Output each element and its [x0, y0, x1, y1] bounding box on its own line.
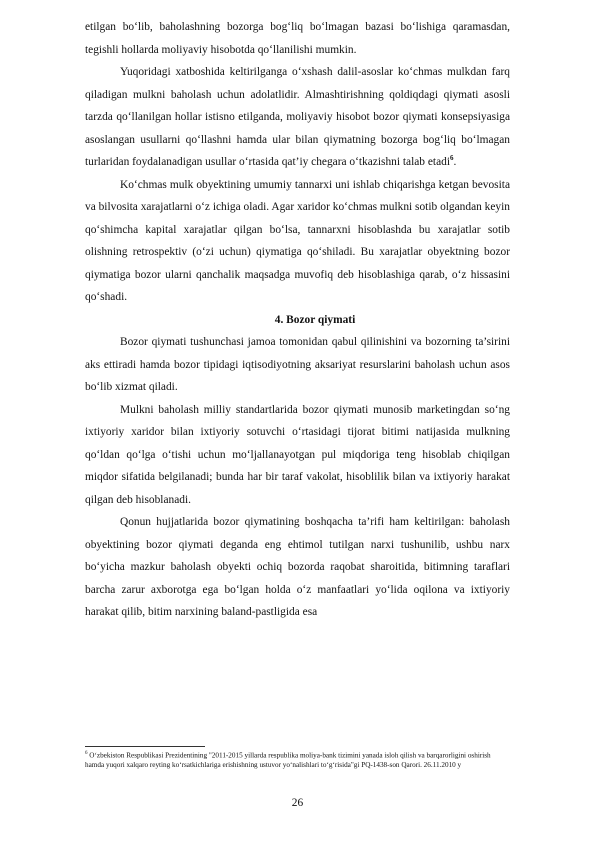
footnote-divider	[85, 746, 205, 747]
paragraph-1: etilgan bo‘lib, baholashning bozorga bog‘liq bo‘lmagan bazasi bo‘lishiga qaramasdan, tegishli hollarda moliyaviy hisobotda qo‘llanilishi mumkin.	[85, 21, 510, 56]
footnote-text: O‘zbekiston Respublikasi Prezidentining "2011-2015 yillarda respublika moliya-bank tizimini yanada isloh qilish va barqarorligini oshirish hamda yuqori xalqaro reyting ko‘rsatkichlariga erishishning ustuvor yo‘nalishlari to‘g‘risida"gi PQ-1438-son Qarori. 26.11.2010 y	[85, 751, 491, 770]
paragraph-5: Mulkni baholash milliy standartlarida bozor qiymati munosib marketingdan so‘ng ixtiyoriy xaridor bilan ixtiyoriy sotuvchi o‘rtasidagi tijorat bitimi natijasida mulkning qo‘ldan qo‘lga o‘tishi uchun mo‘ljallanayotgan pul miqdoriga teng hisoblab chiqilgan miqdor sifatida belgilanadi; bunda har bir taraf vakolat, hisoblilik bilan va ixtiyoriy harakat qilgan deb hisoblanadi.	[85, 403, 510, 506]
paragraph-2	[85, 61, 510, 174]
page-body	[85, 16, 510, 624]
section-heading: 4. Bozor qiymati	[274, 313, 356, 326]
paragraph-2-text: Yuqoridagi xatboshida keltirilganga o‘xshash dalil-asoslar ko‘chmas mulkdan farq qiladigan mulkni baholash uchun adolatlidir. Almashtirishning qoldiqdagi qiymati asosli tarzda qo‘llanilgan hollar istisno etilganda, moliyaviy hisobot bozor qiymati konsepsiyasiga asoslangan usullarni qo‘llashni hamda ular bilan qiymatning bozorga bog‘liq bo‘lmagan turlaridan foydalanadigan usullar o‘rtasida qat’iy chegara o‘tkazishni talab etadi	[85, 66, 510, 168]
paragraph-2-end: .	[453, 156, 457, 168]
footnote-reference[interactable]: 6	[449, 154, 454, 163]
footnote	[85, 749, 510, 770]
footnote-marker: 6	[85, 751, 88, 756]
paragraph-3: Ko‘chmas mulk obyektining umumiy tannarxi uni ishlab chiqarishga ketgan bevosita va bilvosita xarajatlarni o‘z ichiga oladi. Agar xaridor ko‘chmas mulkni sotib olgandan keyin qo‘shimcha kapital xarajatlar qilgan bo‘lsa, tannarxni hisoblashda bu xarajatlar sotib olishning retrospektiv (o‘zi uchun) qiymatiga qo‘shiladi. Bu xarajatlar obyektning bozor qiymatiga bozor ularni qanchalik maqsadga muvofiq deb hisoblashiga qarab, o‘z hissasini qo‘shadi.	[85, 178, 510, 303]
page-number: 26	[291, 797, 304, 809]
paragraph-6: Qonun hujjatlarida bozor qiymatining boshqacha ta’rifi ham keltirilgan: baholash obyektining bozor qiymati deganda eng ehtimol tutilgan narxi tushunilib, ushbu narx bo‘yicha mazkur baholash obyekti ochiq bozorda raqobat sharoitida, bitimning taraflari barcha zarur axborotga ega bo‘lgan holda o‘z manfaatlari yo‘lida oqilona va ixtiyoriy harakat qilib, bitim narxining baland-pastligida esa	[85, 516, 510, 618]
paragraph-4: Bozor qiymati tushunchasi jamoa tomonidan qabul qilinishini va bozorning ta’sirini aks ettiradi hamda bozor tipidagi iqtisodiyotning aksariyat resurslarini baholash uchun asos bo‘lib xizmat qiladi.	[85, 336, 510, 393]
